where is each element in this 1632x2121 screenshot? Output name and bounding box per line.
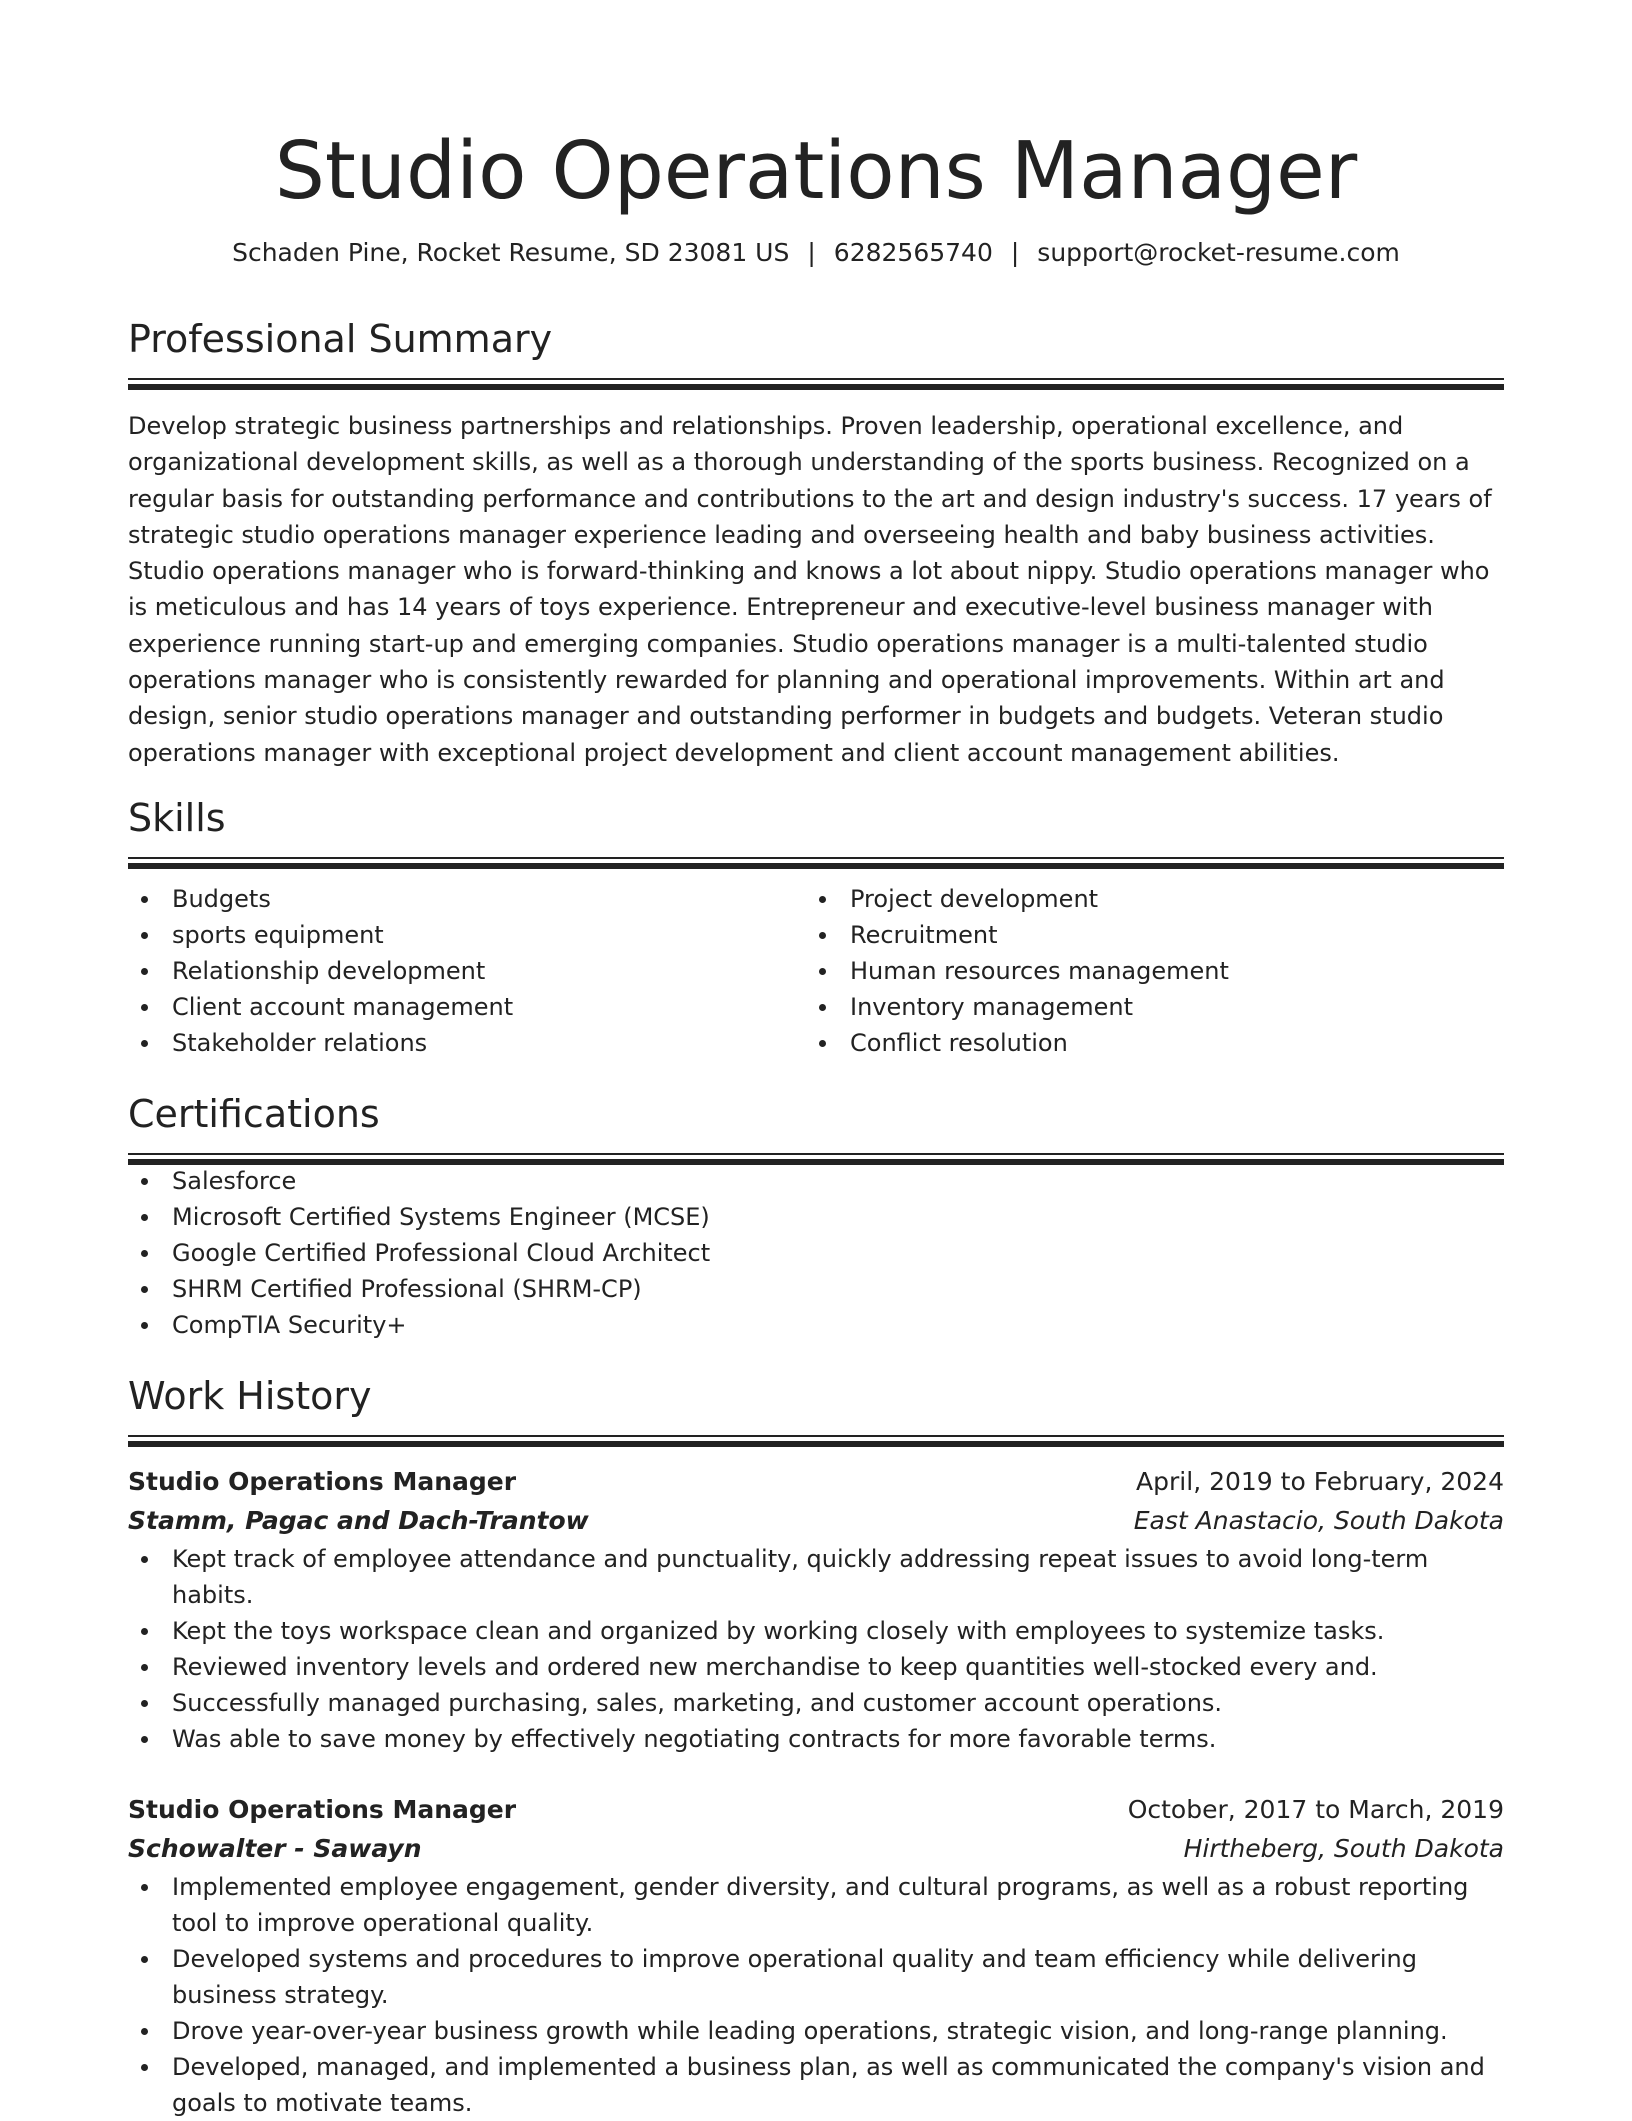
skills-heading: Skills <box>128 795 226 840</box>
job-location: Hirtheberg, South Dakota <box>1183 1833 1504 1863</box>
certifications-list <box>128 1163 1504 1343</box>
job-duties-list <box>128 1869 1504 2121</box>
bullet-icon <box>141 896 148 903</box>
section-divider <box>128 1153 1504 1163</box>
certifications-heading: Certifications <box>128 1091 380 1136</box>
bullet-icon <box>141 968 148 975</box>
bullet-icon <box>141 1322 148 1329</box>
job-company: Schowalter - Sawayn <box>128 1833 422 1863</box>
skills-columns <box>128 881 1504 1061</box>
job-entry <box>128 1791 1504 2121</box>
skill-item: Human resources management <box>806 953 1484 989</box>
bullet-icon <box>141 1884 148 1891</box>
work-history-heading: Work History <box>128 1373 372 1418</box>
skills-list-right <box>806 881 1484 1061</box>
skill-item: Project development <box>806 881 1484 917</box>
contact-line <box>128 236 1504 270</box>
bullet-icon <box>141 1214 148 1221</box>
skill-item: Conflict resolution <box>806 1025 1484 1061</box>
job-header-row <box>128 1791 1504 1829</box>
contact-phone: 6282565740 <box>833 238 993 267</box>
bullet-icon <box>819 1040 826 1047</box>
job-duty-item: Successfully managed purchasing, sales, marketing, and customer account operations. <box>128 1685 1504 1721</box>
bullet-icon <box>141 2028 148 2035</box>
resume-page <box>128 0 1504 2121</box>
job-company-row <box>128 1829 1504 1869</box>
job-company-row <box>128 1501 1504 1541</box>
skill-item: Stakeholder relations <box>128 1025 806 1061</box>
section-divider <box>128 857 1504 867</box>
bullet-icon <box>819 1004 826 1011</box>
job-title: Studio Operations Manager <box>128 1794 517 1824</box>
job-duty-item: Developed systems and procedures to improve operational quality and team efficiency while delivering business strategy. <box>128 1941 1504 2013</box>
job-entry <box>128 1463 1504 1757</box>
skills-list-left <box>128 881 806 1061</box>
certification-item: Google Certified Professional Cloud Architect <box>128 1235 1504 1271</box>
job-dates: April, 2019 to February, 2024 <box>1136 1466 1504 1496</box>
job-duty-item: Developed, managed, and implemented a business plan, as well as communicated the company's vision and goals to motivate teams. <box>128 2049 1504 2121</box>
job-duty-item: Kept the toys workspace clean and organized by working closely with employees to systemize tasks. <box>128 1613 1504 1649</box>
section-divider <box>128 1435 1504 1445</box>
summary-text: Develop strategic business partnerships and relationships. Proven leadership, operational excellence, and organizational development skills, as well as a thorough understanding of the sports business. Recognized on a regular basis for outstanding performance and contributions to the art and design industry's success. 17 years of strategic studio operations manager experience leading and overseeing health and baby business activities. Studio operations manager who is forward-thinking and knows a lot about nippy. Studio operations manager who is meticulous and has 14 years of toys experience. Entrepreneur and executive-level business manager with experience running start-up and emerging companies. Studio operations manager is a multi-talented studio operations manager who is consistently rewarded for planning and operational improvements. Within art and design, senior studio operations manager and outstanding performer in budgets and budgets. Veteran studio operations manager with exceptional project development and client account management abilities. <box>128 412 1492 767</box>
section-divider <box>128 378 1504 388</box>
contact-email: support@rocket-resume.com <box>1037 238 1400 267</box>
skill-item: Recruitment <box>806 917 1484 953</box>
certification-item: CompTIA Security+ <box>128 1307 1504 1343</box>
contact-separator: | <box>807 238 816 267</box>
contact-separator: | <box>1010 238 1020 267</box>
bullet-icon <box>141 1736 148 1743</box>
skill-item: Inventory management <box>806 989 1484 1025</box>
bullet-icon <box>141 1956 148 1963</box>
bullet-icon <box>819 968 826 975</box>
job-dates: October, 2017 to March, 2019 <box>1127 1794 1504 1824</box>
bullet-icon <box>141 1628 148 1635</box>
bullet-icon <box>141 1250 148 1257</box>
work-history-section <box>128 1371 1504 2121</box>
bullet-icon <box>819 932 826 939</box>
bullet-icon <box>141 2064 148 2071</box>
job-duty-item: Was able to save money by effectively negotiating contracts for more favorable terms. <box>128 1721 1504 1757</box>
bullet-icon <box>141 1004 148 1011</box>
certification-item: Microsoft Certified Systems Engineer (MCSE) <box>128 1199 1504 1235</box>
certification-item: Salesforce <box>128 1163 1504 1199</box>
bullet-icon <box>141 1040 148 1047</box>
job-company: Stamm, Pagac and Dach-Trantow <box>128 1505 589 1535</box>
job-title: Studio Operations Manager <box>128 1466 517 1496</box>
job-duty-item: Kept track of employee attendance and punctuality, quickly addressing repeat issues to avoid long-term habits. <box>128 1541 1504 1613</box>
skill-item: sports equipment <box>128 917 806 953</box>
bullet-icon <box>141 1556 148 1563</box>
skill-item: Relationship development <box>128 953 806 989</box>
summary-heading: Professional Summary <box>128 317 553 361</box>
bullet-icon <box>819 896 826 903</box>
job-duty-item: Reviewed inventory levels and ordered new merchandise to keep quantities well-stocked every and. <box>128 1649 1504 1685</box>
certifications-section <box>128 1089 1504 1343</box>
resume-name: Studio Operations Manager <box>274 125 1358 217</box>
bullet-icon <box>141 932 148 939</box>
bullet-icon <box>141 1700 148 1707</box>
contact-address: Schaden Pine, Rocket Resume, SD 23081 US <box>232 238 790 267</box>
bullet-icon <box>141 1664 148 1671</box>
skill-item: Client account management <box>128 989 806 1025</box>
job-duty-item: Implemented employee engagement, gender diversity, and cultural programs, as well as a robust reporting tool to improve operational quality. <box>128 1869 1504 1941</box>
skill-item: Budgets <box>128 881 806 917</box>
bullet-icon <box>141 1178 148 1185</box>
job-duties-list <box>128 1541 1504 1757</box>
bullet-icon <box>141 1286 148 1293</box>
job-header-row <box>128 1463 1504 1501</box>
certification-item: SHRM Certified Professional (SHRM-CP) <box>128 1271 1504 1307</box>
job-duty-item: Drove year-over-year business growth while leading operations, strategic vision, and long-range planning. <box>128 2013 1504 2049</box>
summary-section <box>128 314 1504 771</box>
skills-section <box>128 793 1504 1061</box>
job-location: East Anastacio, South Dakota <box>1133 1505 1504 1535</box>
